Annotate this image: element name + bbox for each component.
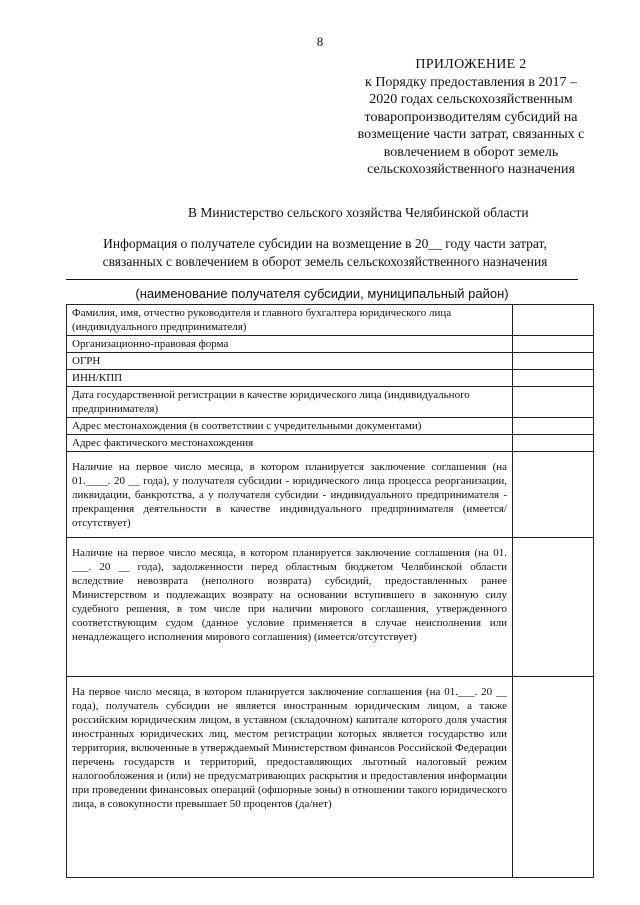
appendix-line: возмещение части затрат, связанных с <box>357 127 585 142</box>
appendix-line: 2020 годах сельскохозяйственным <box>369 92 573 107</box>
appendix-header <box>348 56 594 179</box>
table-row <box>67 538 594 677</box>
row-label: Организационно-правовая форма <box>67 336 513 353</box>
addressee: В Министерство сельского хозяйства Челябинской области <box>188 205 529 220</box>
row-value-cell[interactable] <box>513 538 594 677</box>
page-number: 8 <box>316 34 324 49</box>
table-row <box>67 452 594 538</box>
appendix-line: товаропроизводителям субсидий на <box>364 109 578 125</box>
row-label: ОГРН <box>67 353 513 370</box>
row-value-cell[interactable] <box>513 435 594 452</box>
row-label: Фамилия, имя, отчество руководителя и главного бухгалтера юридического лица (индивидуального предпринимателя) <box>67 305 513 336</box>
table-row <box>67 435 594 452</box>
appendix-line: к Порядку предоставления в 2017 – <box>365 74 577 90</box>
row-label: На первое число месяца, в котором планируется заключение соглашения (на 01.___. 20 __ года), получатель субсидии не является иностранным юридическим лицом, а также российским юридическим лицом, в уставном (складочном) капитале которого доля участия иностранных юридических лиц, местом регистрации которых является государство или территория, включенные в утверждаемый Министерством финансов Российской Федерации перечень государств и территорий, предоставляющих льготный налоговый режим налогообложения и (или) не предусматривающих раскрытия и предоставления информации при проведении финансовых операций (офшорные зоны) в отношении такого юридического лица, в совокупности превышает 50 процентов (да/нет) <box>67 677 513 878</box>
appendix-title: ПРИЛОЖЕНИЕ 2 <box>415 57 527 72</box>
row-label: Наличие на первое число месяца, в котором планируется заключение соглашения (на 01. ___. 20 __ года), задолженности перед областным бюджетом Челябинской области вследствие невозврата (неполного возврата) субсидий, предоставленных ранее Министерством и подлежащих возврату на основании вступившего в законную силу судебного решения, в том числе при наличии мирового соглашения, утвержденного соответствующим судом (данное условие применяется в случае неисполнения или ненадлежащего исполнения мирового соглашения) (имеется/отсутствует) <box>67 538 513 677</box>
row-value-cell[interactable] <box>513 305 594 336</box>
row-value-cell[interactable] <box>513 387 594 418</box>
table-row <box>67 387 594 418</box>
heading-line: связанных с вовлечением в оборот земель сельскохозяйственного назначения <box>102 254 548 269</box>
row-label: ИНН/КПП <box>67 370 513 387</box>
document-heading <box>50 235 600 271</box>
appendix-line: сельскохозяйственного назначения <box>367 162 575 177</box>
appendix-line: вовлечением в оборот земель <box>383 144 559 160</box>
row-value-cell[interactable] <box>513 336 594 353</box>
recipient-name-line <box>66 279 578 280</box>
row-value-cell[interactable] <box>513 452 594 538</box>
recipient-info-table <box>66 304 594 878</box>
table-row <box>67 305 594 336</box>
row-label: Адрес фактического местонахождения <box>67 435 513 452</box>
row-label: Адрес местонахождения (в соответствии с учредительными документами) <box>67 418 513 435</box>
table-row <box>67 336 594 353</box>
row-value-cell[interactable] <box>513 677 594 878</box>
row-value-cell[interactable] <box>513 353 594 370</box>
recipient-caption: (наименование получателя субсидии, муниципальный район) <box>135 286 509 301</box>
table-row <box>67 353 594 370</box>
row-value-cell[interactable] <box>513 370 594 387</box>
table-row <box>67 418 594 435</box>
heading-line: Информация о получателе субсидии на возмещение в 20__ году части затрат, <box>103 236 547 251</box>
table-row <box>67 677 594 878</box>
row-value-cell[interactable] <box>513 418 594 435</box>
row-label: Дата государственной регистрации в качестве юридического лица (индивидуального предпринимателя) <box>67 387 513 418</box>
table-row <box>67 370 594 387</box>
row-label: Наличие на первое число месяца, в котором планируется заключение соглашения (на 01.____. 20 __ года), у получателя субсидии - юридического лица процесса реорганизации, ликвидации, банкротства, а у получателя субсидии - индивидуального предпринимателя - прекращения деятельности в качестве индивидуального предпринимателя (имеется/отсутствует) <box>67 452 513 538</box>
